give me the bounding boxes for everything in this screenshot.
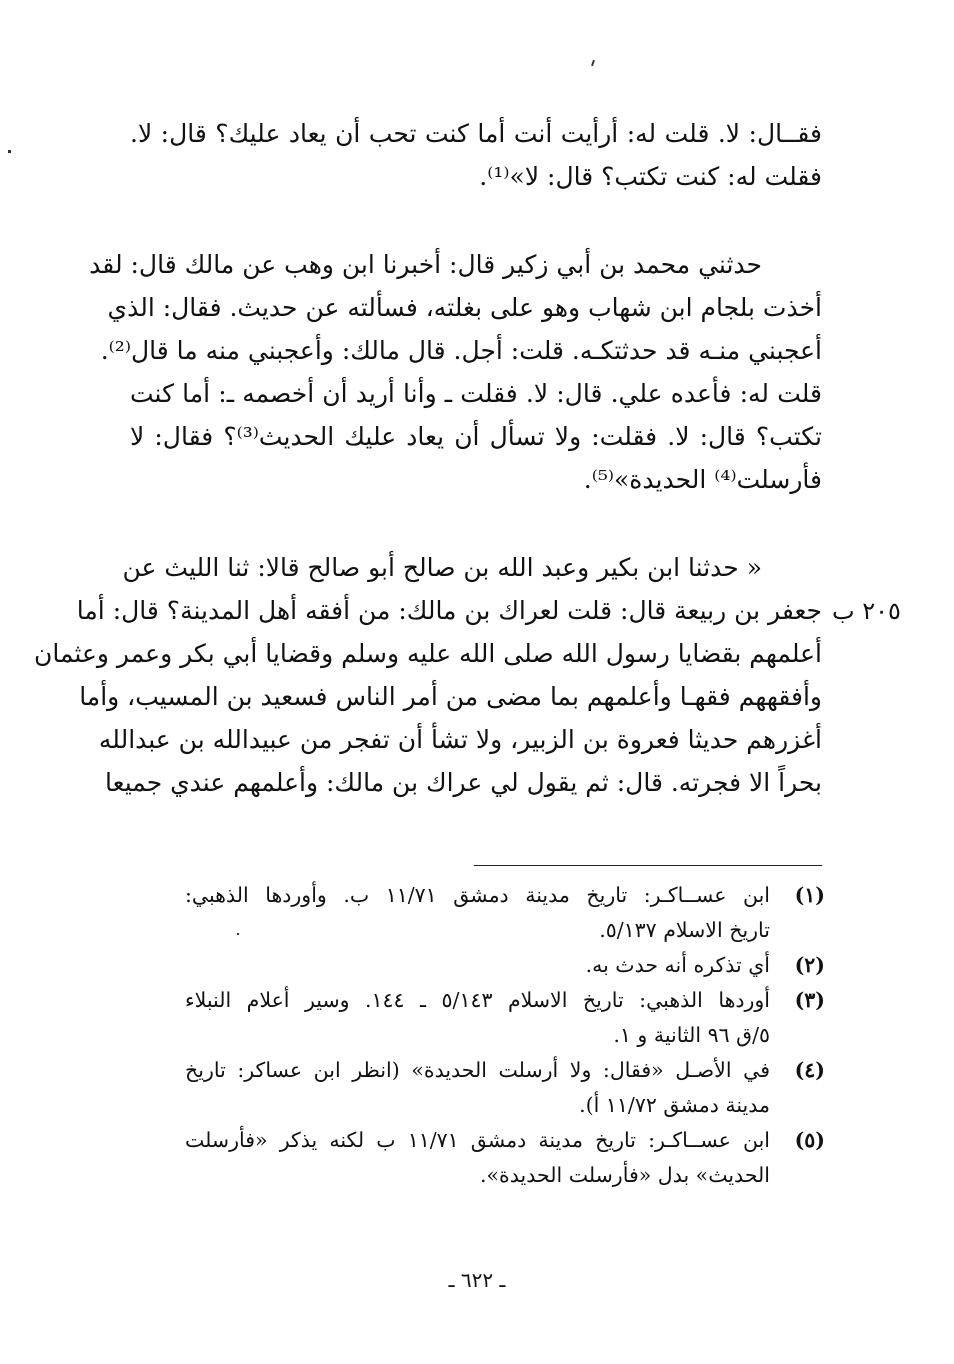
paragraph-3 [34,546,822,804]
footnote [185,948,825,983]
footnote-number: (٥) [794,1128,825,1152]
folio-marker: ٢٠٥ ب [832,597,901,625]
paragraph-line: قلت له: فأعده علي. قال: لا. فقلت ـ وأنا أريد أن أخصمه ـ: أما كنت [130,379,822,408]
page-number: ـ ٦٢٢ ـ [448,1268,506,1292]
paragraph-line: وأفقههم فقهـا وأعلمهم بما مضى من أمر الناس فسعيد بن المسيب، وأما [79,682,822,711]
scan-speck [8,150,11,153]
paragraph-line: جعفر بن ربيعة قال: قلت لعراك بن مالك: من أفقه أهل المدينة؟ قال: أما [76,596,822,625]
footnote [185,983,825,1053]
footnote-number: (٣) [794,988,825,1012]
footnote-line: ابن عســاكـر: تاريخ مدينة دمشق ١١/٧١ ب لكنه يذكر «فأرسلت [185,1128,770,1152]
footnote-line: تاريخ الاسلام ٥/١٣٧. [599,918,770,942]
paragraph-line: فقلت له: كنت تكتب؟ قال: لا»⁽¹⁾. [479,162,822,191]
scan-speck [237,933,239,935]
footnote [185,1123,825,1193]
footnote-line: مدينة دمشق ١١/٧٢ أ). [579,1093,770,1117]
footnote-number: (١) [794,883,825,907]
paragraph-1 [130,112,822,198]
footnote-separator [474,865,822,866]
paragraph-2 [89,243,822,501]
paragraph-line: أعجبني منـه قد حدثتكـه. قلت: أجل. قال مالك: وأعجبني منه ما قال⁽²⁾. [100,336,822,365]
footnote-line: أوردها الذهبي: تاريخ الاسلام ٥/١٤٣ ـ ١٤٤. وسير أعلام النبلاء [185,988,770,1012]
paragraph-line: فأرسلت⁽⁴⁾ الحديدة»⁽⁵⁾. [583,465,822,494]
paragraph-line: أغزرهم حديثا فعروة بن الزبير، ولا تشأ أن تفجر من عبيدالله بن عبدالله [98,725,822,754]
footnote-number: (٢) [794,953,825,977]
paragraph-line: حدثني محمد بن أبي زكير قال: أخبرنا ابن وهب عن مالك قال: لقد [89,250,762,279]
footnote-line: في الأصـل «فقال: ولا أرسلت الحديدة» (انظر ابن عساكر: تاريخ [185,1058,770,1082]
paragraph-line: فقــال: لا. قلت له: أرأيت أنت أما كنت تحب أن يعاد عليك؟ قال: لا. [130,119,822,148]
footnote-line: أي تذكره أنه حدث به. [585,953,770,977]
footnote [185,1053,825,1123]
paragraph-line: أعلمهم بقضايا رسول الله صلى الله عليه وسلم وقضايا أبي بكر وعمر وعثمان [34,639,822,668]
footnote-line: الحديث» بدل «فأرسلت الحديدة». [479,1163,770,1187]
paragraph-line: « حدثنا ابن بكير وعبد الله بن صالح أبو صالح قالا: ثنا الليث عن [122,553,762,582]
paragraph-line: أخذت بلجام ابن شهاب وهو على بغلته، فسألته عن حديث. فقال: الذي [107,293,822,322]
paragraph-line: تكتب؟ قال: لا. فقلت: ولا تسأل أن يعاد عليك الحديث⁽³⁾؟ فقال: لا [130,422,822,451]
footnote-line: ابن عســاكـر: تاريخ مدينة دمشق ١١/٧١ ب. وأوردها الذهبي: [185,883,771,907]
footnote-line: ٥/ق ٩٦ الثانية و ١. [613,1023,770,1047]
paragraph-line: بحراً الا فجرته. قال: ثم يقول لي عراك بن مالك: وأعلمهم عندي جميعا [105,768,822,797]
footnotes [185,878,825,1193]
footnote-number: (٤) [794,1058,825,1082]
footnote [185,878,825,948]
scan-speck [591,60,595,66]
